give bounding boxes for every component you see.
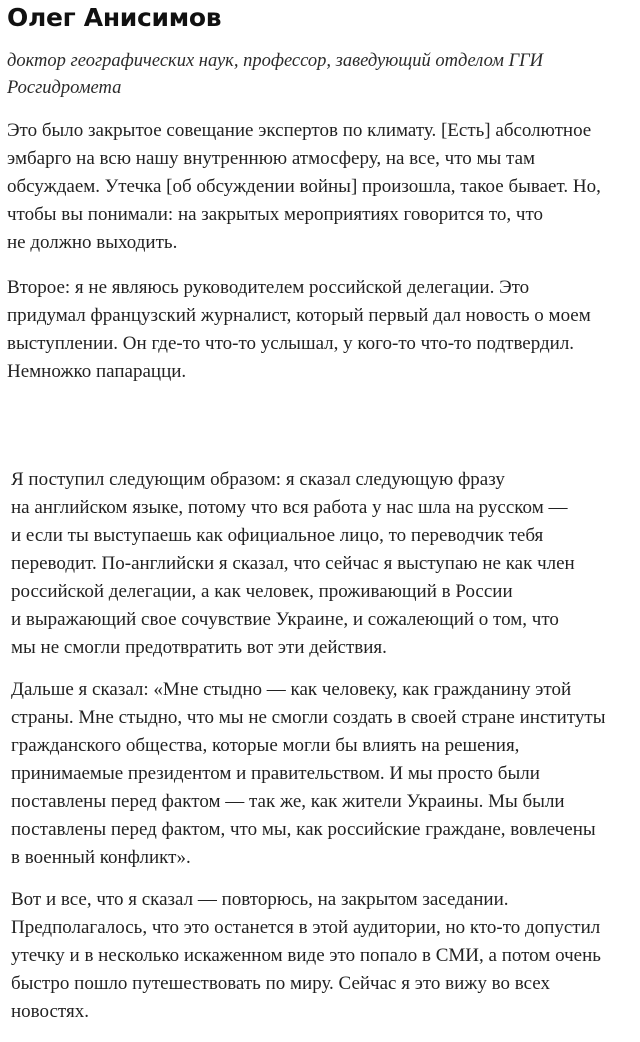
text-line: Второе: я не являюсь руководителем российской делегации. Это (7, 277, 530, 298)
text-line: придумал французский журналист, который первый дал новость о моем (7, 305, 591, 326)
text-line: в военный конфликт». (11, 847, 191, 868)
text-line: утечку и в несколько искаженном виде это попало в СМИ, а потом очень (11, 945, 601, 966)
paragraph-delegation (7, 274, 635, 386)
author-role (7, 48, 633, 102)
text-line: принимаемые президентом и правительством. И мы просто были (11, 763, 540, 784)
text-line: быстро пошло путешествовать по миру. Сейчас я это вижу во всех (11, 973, 550, 994)
text-line: страны. Мне стыдно, что мы не смогли создать в своей стране институты (11, 707, 606, 728)
text-line: и если ты выступаешь как официальное лицо, то переводчик тебя (11, 525, 544, 546)
text-line: поставлены перед фактом — так же, как жители Украины. Мы были (11, 791, 565, 812)
text-line: эмбарго на всю нашу внутреннюю атмосферу, на все, что мы там (7, 148, 536, 169)
paragraph-quote (11, 676, 635, 872)
text-line: Предполагалось, что это останется в этой аудитории, но кто-то допустил (11, 917, 601, 938)
text-line: новостях. (11, 1001, 89, 1022)
text-line: на английском языке, потому что вся работа у нас шла на русском — (11, 497, 568, 518)
text-line: гражданского общества, которые могли бы влиять на решения, (11, 735, 520, 756)
paragraph-closed-meeting (7, 117, 635, 257)
text-line: обсуждаем. Утечка [об обсуждении войны] произошла, такое бывает. Но, (7, 176, 601, 197)
paragraph-statement (11, 466, 635, 662)
text-line: Я поступил следующим образом: я сказал следующую фразу (11, 469, 505, 490)
text-line: и выражающий свое сочувствие Украине, и сожалеющий о том, что (11, 609, 559, 630)
text-line: российской делегации, а как человек, проживающий в России (11, 581, 513, 602)
text-line: выступлении. Он где-то что-то услышал, у кого-то что-то подтвердил. (7, 333, 575, 354)
text-line: Это было закрытое совещание экспертов по климату. [Есть] абсолютное (7, 120, 592, 141)
paragraph-leak (11, 886, 635, 1026)
text-line: переводит. По-английски я сказал, что сейчас я выступаю не как член (11, 553, 575, 574)
text-line: мы не смогли предотвратить вот эти действия. (11, 637, 387, 658)
author-role-line: Росгидромета (7, 78, 122, 98)
text-line: чтобы вы понимали: на закрытых мероприятиях говорится то, что (7, 204, 543, 225)
text-line: Немножко папарацци. (7, 361, 187, 382)
text-line: поставлены перед фактом, что мы, как российские граждане, вовлечены (11, 819, 596, 840)
author-role-line: доктор географических наук, профессор, заведующий отделом ГГИ (7, 51, 543, 71)
author-name: Олег Анисимов (7, 3, 222, 32)
text-line: Дальше я сказал: «Мне стыдно — как человеку, как гражданину этой (11, 679, 572, 700)
text-line: не должно выходить. (7, 232, 178, 253)
text-line: Вот и все, что я сказал — повторюсь, на закрытом заседании. (11, 889, 509, 910)
